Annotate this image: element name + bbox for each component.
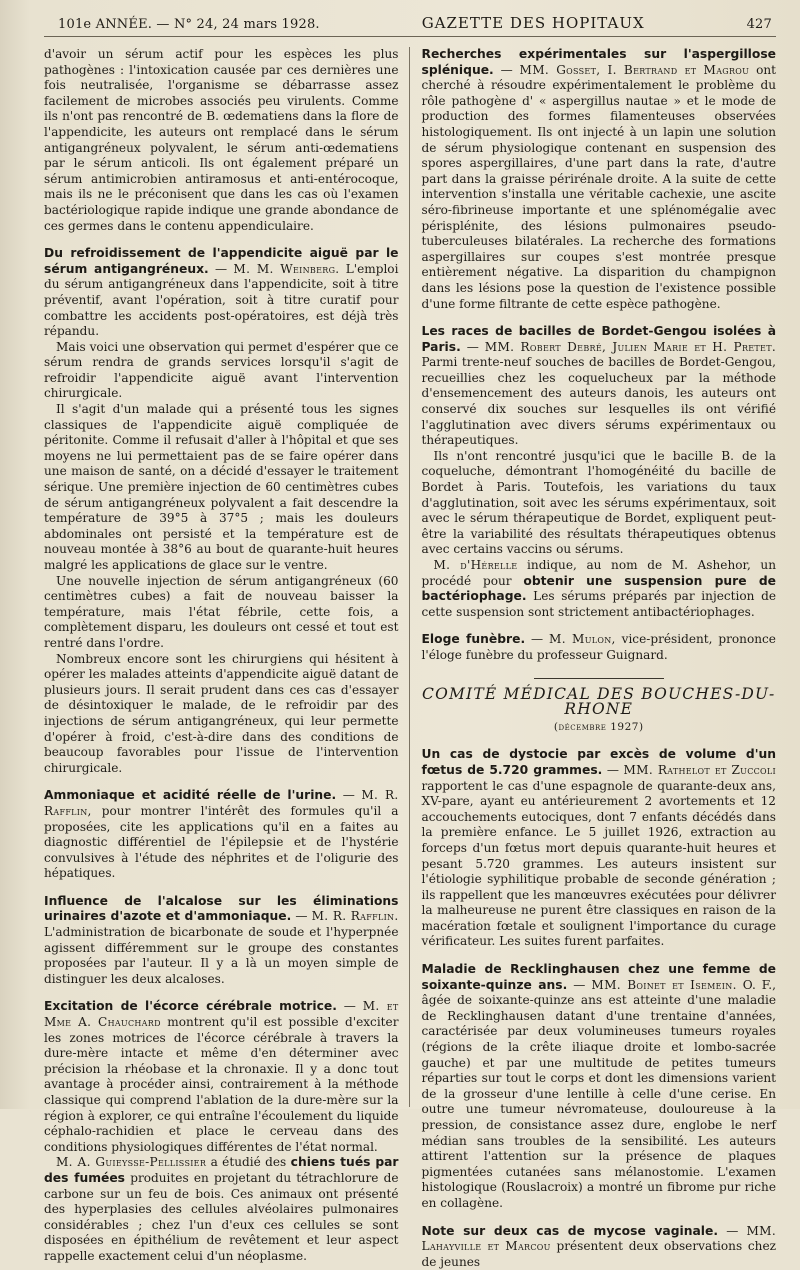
right-column	[409, 47, 777, 1269]
intro-paragraph: d'avoir un sérum actif pour les espèces les plus pathogènes : l'intoxication causée par ces dernières une fois neutralisée, l'organisme se débarrasse assez facilement de microbes associés peu virulents. Comme ils n'ont pas rencontré de B. œdematiens dans la flore de l'appendicite, les auteurs ont remplacé dans le sérum antigangréneux polyvalent, le sérum anti-œdematiens par le sérum anticoli. Ils ont également préparé un sérum antimicrobien antiramosus et anti-entérocoque, mais ils ne le préconisent que dans les cas où l'examen bactériologique rapide indique une grande abondance de ces germes dans le contenu appendiculaire.	[44, 47, 399, 233]
section-alcalose: Influence de l'alcalose sur les éliminations urinaires d'azote et d'ammoniaque. — M. R. Rafflin. L'administration de bicarbonate de soude et l'hyperpnée agissent différemment sur le groupe des constantes proposées par l'auteur. Il y a là un moyen simple de distinguer les deux alcaloses.	[44, 893, 399, 986]
paragraph: montrent qu'il est possible d'exciter les zones motrices de l'écorce cérébrale à travers la dure-mère intacte et même d'en déterminer avec précision la rhéobase et la chronaxie. Il y a donc tout avantage à procéder ainsi, contrairement à la méthode classique qui comprend l'ablation de la dure-mère sur la région à explorer, ce qui entraîne l'écoulement du liquide céphalo-rachidien et place le cerveau dans des conditions physiologiques différentes de l'état normal.	[44, 1015, 399, 1154]
issue-info: 101e ANNÉE. — N° 24, 24 mars 1928.	[58, 17, 320, 32]
section-mycose: Note sur deux cas de mycose vaginale. — MM. Lahayville et Marcou présentent deux observations chez de jeunes	[421, 1223, 776, 1269]
paragraph: ont cherché à résoudre expérimentalement le problème du rôle pathogène d' « aspergillus nautae » et le mode de production des formes filamenteuses observées histologiquement. Ils ont injecté à un lapin une solution de sérum physiologique contenant en suspension des spores aspergillaires, d'une part dans la rate, d'autre part dans la graisse périrénale droite. A la suite de cette intervention s'installa une véritable cachexie, une ascite séro-fibrineuse importante et une splénomégalie avec périsplénite, des lésions pulmonaires pseudo-tuberculeuses bilatérales. La recherche des formations aspergillaires sur coupes s'est montrée presque entièrement négative. La disparition du champignon dans les lésions pose la question de l'existence possible d'une forme filtrante de cette espèce pathogène.	[421, 62, 776, 311]
section-excitation: Excitation de l'écorce cérébrale motrice. — M. et Mme A. Chauchard montrent qu'il est possible d'exciter les zones motrices de l'écorce cérébrale à travers la dure-mère intacte et même d'en déterminer avec précision la rhéobase et la chronaxie. Il y a donc tout avantage à procéder ainsi, contrairement à la méthode classique qui comprend l'ablation de la dure-mère sur la région à explorer, ce qui entraîne l'écoulement du liquide céphalo-rachidien et place le cerveau dans des conditions physiologiques différentes de l'état normal. M. A. Guieysse-Pellissier a étudié des chiens tués par des fumées produites en projetant du tétrachlorure de carbone sur un feu de bois. Ces animaux ont présenté des hyperplasies des cellules alvéolaires pulmonaires considérables ; chez l'un d'eux ces cellules se sont disposées en épithélium de revêtement et leur aspect rappelle exactement celui d'un néoplasme.	[44, 999, 399, 1263]
page-header	[44, 14, 776, 37]
section-author: M. R. Rafflin,	[44, 788, 399, 818]
section-author: M. A. Guieysse-Pellissier	[56, 1155, 207, 1170]
section-title: Note sur deux cas de mycose vaginale.	[421, 1223, 719, 1238]
section-author: M. et Mme A. Chauchard	[44, 999, 399, 1030]
meeting-date: (décembre 1927)	[553, 720, 644, 733]
section-title: Les races de bacilles de Bordet-Gengou isolées à Paris.	[421, 324, 776, 354]
section-title: Du refroidissement de l'appendicite aiguë par le sérum antigangréneux.	[44, 246, 399, 276]
paragraph: L'administration de bicarbonate de soude et l'hyperpnée agissent différemment sur le groupe des constantes proposées par l'auteur. Il y a là un moyen simple de distinguer les deux alcaloses.	[44, 925, 399, 986]
paragraph: pour montrer l'intérêt des formules qu'il a proposées, cite les applications qu'il en a faites au diagnostic différentiel de l'épilepsie et de l'hystérie convulsives à l'étude des néphrites et de l'oligurie des hépatiques.	[44, 803, 399, 881]
text-run: produites en projetant du tétrachlorure de carbone sur un feu de bois. Ces animaux ont présenté des hyperplasies des cellules alvéolaires pulmonaires considérables ; chez l'un d'eux ces cellules se sont disposées en épithélium de revêtement et leur aspect rappelle exactement celui d'un néoplasme.	[44, 1170, 399, 1263]
section-author: MM. Lahayville et Marcou	[421, 1223, 776, 1254]
paragraph: présentent deux observations chez de jeunes	[421, 1239, 776, 1269]
section-author: M. d'Hérelle	[433, 558, 518, 572]
section-title: Ammoniaque et acidité réelle de l'urine.	[44, 788, 337, 803]
paragraph: rapportent le cas d'une espagnole de quarante-deux ans, XV-pare, ayant eu antérieurement 2 avortements et 12 accouchements eutociques, dont 7 enfants décédés dans la première enfance. Le 5 juillet 1926, extraction au forceps d'un fœtus mort depuis quarante-huit heures et pesant 5.720 grammes. Les auteurs insistent sur l'étiologie syphilitique probable de seconde génération ; ils rappellent que les manœuvres exécutées pour délivrer la malheureuse ne purent être classiques en raison de la macération fœtale et soulignent l'importance du curage vérificateur. Les suites furent parfaites.	[421, 778, 776, 949]
section-title: Recherches expérimentales sur l'aspergillose splénique.	[421, 47, 776, 77]
left-column	[44, 47, 409, 1263]
section-title: Excitation de l'écorce cérébrale motrice.	[44, 999, 337, 1014]
bold-phrase: chiens tués par des fumées	[44, 1155, 399, 1185]
section-author: MM. Boinet et Isemein.	[591, 977, 737, 992]
section-dystocie: Un cas de dystocie par excès de volume d'un fœtus de 5.720 grammes. — MM. Rathelot et Zuccoli rapportent le cas d'une espagnole de quarante-deux ans, XV-pare, ayant eu antérieurement 2 avortements et 12 accouchements eutociques, dont 7 enfants décédés dans la première enfance. Le 5 juillet 1926, extraction au forceps d'un fœtus mort depuis quarante-huit heures et pesant 5.720 grammes. Les auteurs insistent sur l'étiologie syphilitique probable de seconde génération ; ils rappellent que les manœuvres exécutées pour délivrer la malheureuse ne purent être classiques en raison de la macération fœtale et soulignent l'importance du curage vérificateur. Les suites furent parfaites.	[421, 747, 776, 949]
bold-phrase: obtenir une suspension pure de bactériophage.	[421, 573, 776, 604]
paragraph: Une nouvelle injection de sérum antigangréneux (60 centimètres cubes) a fait de nouveau baisser la température, mais l'état fébrile, cette fois, a complètement disparu, les douleurs ont cessé et tout est rentré dans l'ordre.	[44, 573, 399, 650]
section-title: Influence de l'alcalose sur les éliminations urinaires d'azote et d'ammoniaque.	[44, 893, 399, 924]
section-title: Maladie de Recklinghausen chez une femme de soixante-quinze ans.	[421, 962, 776, 992]
paragraph: L'emploi du sérum antigangréneux dans l'appendicite, soit à titre préventif, avant l'opération, soit à titre curatif pour combattre les accidents post-opératoires, est déjà très répandu.	[44, 261, 399, 339]
paragraph: Ils n'ont rencontré jusqu'ici que le bacille B. de la coqueluche, démontrant l'homogénéité du bacille de Bordet à Paris. Toutefois, les variations du taux d'agglutination, soit avec les sérums expérimentaux, soit avec le sérum thérapeutique de Bordet, expliquent peut-être la variabilité des résultats thérapeutiques obtenus avec certains vaccins ou sérums.	[421, 448, 776, 557]
section-divider	[534, 678, 664, 679]
page-number: 427	[746, 17, 772, 32]
section-title: Eloge funèbre.	[421, 632, 526, 647]
section-author: M. R. Rafflin.	[311, 909, 399, 924]
section-author: MM. Gosset, I. Bertrand et Magrou	[519, 62, 750, 77]
paragraph: O. F., âgée de soixante-quinze ans est atteinte d'une maladie de Recklinghausen datant d'une trentaine d'années, caractérisée par deux volumineuses tumeurs royales (régions de la crête iliaque droite et lombo-sacrée gauche) et par une multitude de petites tumeurs réparties sur tout le corps et dont les dimensions varient de la grosseur d'une lentille à celle d'une cerise. En outre une tumeur névromateuse, douloureuse à la pression, de consistance assez dure, englobe le nerf médian sans troubles de la sensibilité. Les auteurs attirent l'attention sur la présence de plaques pigmentées cutanées sans mélanostomie. L'examen histologique (Rouslacroix) a montré un fibrome pur riche en collagène.	[421, 977, 776, 1210]
section-aspergillose: Recherches expérimentales sur l'aspergillose splénique. — MM. Gosset, I. Bertrand et Magrou ont cherché à résoudre expérimentalement le problème du rôle pathogène d' « aspergillus nautae » et le mode de production des formes filamenteuses observées histologiquement. Ils ont injecté à un lapin une solution de sérum physiologique contenant en suspension des spores aspergillaires, d'une part dans la rate, d'autre part dans la graisse périrénale droite. A la suite de cette intervention s'installa une véritable cachexie, une ascite séro-fibrineuse importante et une splénomégalie avec périsplénite, des lésions pulmonaires pseudo-tuberculeuses bilatérales. La recherche des formations aspergillaires sur coupes s'est montrée presque entièrement négative. La disparition du champignon dans les lésions pose la question de l'existence possible d'une forme filtrante de cette espèce pathogène.	[421, 47, 776, 311]
section-bordet-gengou: Les races de bacilles de Bordet-Gengou isolées à Paris. — MM. Robert Debré, Julien Marie et H. Pretet. Parmi trente-neuf souches de bacilles de Bordet-Gengou, recueillies chez les coquelucheux par la méthode d'ensemencement des auteurs danois, les auteurs ont conservé dix souches sur lesquelles ils ont vérifié l'agglutination avec divers sérums expérimentaux ou thérapeutiques. Ils n'ont rencontré jusqu'ici que le bacille B. de la coqueluche, démontrant l'homogénéité du bacille de Bordet à Paris. Toutefois, les variations du taux d'agglutination, soit avec les sérums expérimentaux, soit avec le sérum thérapeutique de Bordet, expliquent peut-être la variabilité des résultats thérapeutiques obtenus avec certains vaccins ou sérums. M. d'Hérelle indique, au nom de M. Ashehor, un procédé pour obtenir une suspension pure de bactériophage. Les sérums préparés par injection de cette suspension sont strictement antibactériophages.	[421, 324, 777, 619]
section-title: Un cas de dystocie par excès de volume d'un fœtus de 5.720 grammes.	[421, 747, 776, 777]
section-author: M. M. Weinberg.	[233, 261, 340, 276]
section-refroidissement: Du refroidissement de l'appendicite aiguë par le sérum antigangréneux. — M. M. Weinberg. L'emploi du sérum antigangréneux dans l'appendicite, soit à titre préventif, avant l'opération, soit à titre curatif pour combattre les accidents post-opératoires, est déjà très répandu. Mais voici une observation qui permet d'espérer que ce sérum rendra de grands services lorsqu'il s'agit de refroidir l'appendicite aiguë avant l'intervention chirurgicale. Il s'agit d'un malade qui a présenté tous les signes classiques de l'appendicite aiguë compliquée de péritonite. Comme il refusait d'aller à l'hôpital et que ses moyens ne lui permettaient pas de se faire opérer dans une maison de santé, on a décidé d'essayer le traitement sérique. Une première injection de 60 centimètres cubes de sérum antigangréneux polyvalent a fait descendre la température de 39°5 à 37°5 ; mais les douleurs abdominales ont persisté et la température est de nouveau montée à 38°6 au bout de quarante-huit heures malgré les applications de glace sur le ventre. Une nouvelle injection de sérum antigangréneux (60 centimètres cubes) a fait de nouveau baisser la température, mais l'état fébrile, cette fois, a complètement disparu, les douleurs ont cessé et tout est rentré dans l'ordre. Nombreux encore sont les chirurgiens qui hésitent à opérer les malades atteints d'appendicite aiguë datant de plusieurs jours. Il serait prudent dans ces cas d'essayer de désintoxiquer le malade, de le refroidir par des injections de sérum antigangréneux, qui leur permette d'opérer à froid, c'est-à-dire dans des conditions de beaucoup favorables pour l'issue de l'intervention chirurgicale.	[44, 246, 399, 775]
paragraph: Il s'agit d'un malade qui a présenté tous les signes classiques de l'appendicite aiguë compliquée de péritonite. Comme il refusait d'aller à l'hôpital et que ses moyens ne lui permettaient pas de se faire opérer dans une maison de santé, on a décidé d'essayer le traitement sérique. Une première injection de 60 centimètres cubes de sérum antigangréneux polyvalent a fait descendre la température de 39°5 à 37°5 ; mais les douleurs abdominales ont persisté et la température est de nouveau montée à 38°6 au bout de quarante-huit heures malgré les applications de glace sur le ventre.	[44, 402, 399, 572]
section-ammoniaque: Ammoniaque et acidité réelle de l'urine. — M. R. Rafflin, pour montrer l'intérêt des formules qu'il a proposées, cite les applications qu'il en a faites au diagnostic différentiel de l'épilepsie et de l'hystérie convulsives à l'étude des néphrites et de l'oligurie des hépatiques.	[44, 788, 399, 881]
text-run: indique, au nom de M. Ashehor, un procédé pour	[421, 558, 777, 588]
section-author: MM. Rathelot et Zuccoli	[623, 762, 776, 777]
text-run: Les sérums préparés par injection de cette suspension sont strictement antibactériophages.	[421, 589, 776, 619]
text-run: a étudié des	[210, 1155, 287, 1170]
journal-title: GAZETTE DES HOPITAUX	[421, 14, 645, 32]
paragraph: Nombreux encore sont les chirurgiens qui hésitent à opérer les malades atteints d'appendicite aiguë datant de plusieurs jours. Il serait prudent dans ces cas d'essayer de désintoxiquer le malade, de le refroidir par des injections de sérum antigangréneux, qui leur permette d'opérer à froid, c'est-à-dire dans des conditions de beaucoup favorables pour l'issue de l'intervention chirurgicale.	[44, 651, 399, 775]
section-author: MM. Robert Debré, Julien Marie et H. Pretet.	[484, 339, 776, 354]
paragraph: vice-président, prononce l'éloge funèbre du professeur Guignard.	[421, 632, 776, 662]
section-author: M. Mulon,	[549, 632, 616, 647]
society-heading: COMITÉ MÉDICAL DES BOUCHES-DU-RHONE	[422, 684, 776, 719]
paragraph: Parmi trente-neuf souches de bacilles de Bordet-Gengou, recueillies chez les coquelucheux par la méthode d'ensemencement des auteurs danois, les auteurs ont conservé dix souches sur lesquelles ils ont vérifié l'agglutination avec divers sérums expérimentaux ou thérapeutiques.	[421, 355, 776, 448]
section-recklinghausen: Maladie de Recklinghausen chez une femme de soixante-quinze ans. — MM. Boinet et Isemein. O. F., âgée de soixante-quinze ans est atteinte d'une maladie de Recklinghausen datant d'une trentaine d'années, caractérisée par deux volumineuses tumeurs royales (régions de la crête iliaque droite et lombo-sacrée gauche) et par une multitude de petites tumeurs réparties sur tout le corps et dont les dimensions varient de la grosseur d'une lentille à celle d'une cerise. En outre une tumeur névromateuse, douloureuse à la pression, de consistance assez dure, englobe le nerf médian sans troubles de la sensibilité. Les auteurs attirent l'attention sur la présence de plaques pigmentées cutanées sans mélanostomie. L'examen histologique (Rouslacroix) a montré un fibrome pur riche en collagène.	[421, 962, 776, 1210]
section-eloge: Eloge funèbre. — M. Mulon, vice-président, prononce l'éloge funèbre du professeur Guignard.	[421, 632, 776, 662]
paragraph: Mais voici une observation qui permet d'espérer que ce sérum rendra de grands services lorsqu'il s'agit de refroidir l'appendicite aiguë avant l'intervention chirurgicale.	[44, 339, 399, 401]
